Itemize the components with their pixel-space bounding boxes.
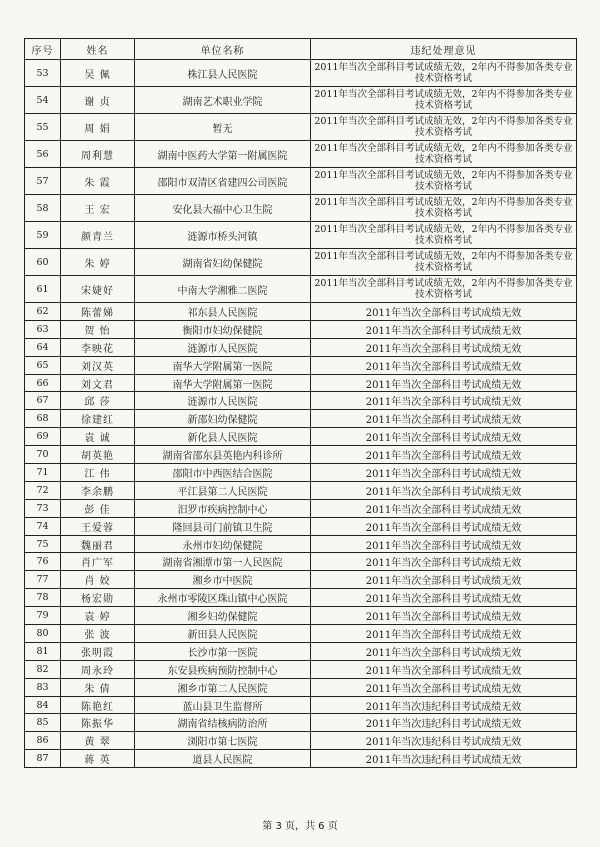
row-opinion: 2011年当次全部科目考试成绩无效，2年内不得参加各类专业技术资格考试 <box>311 195 577 222</box>
page-footer: 第 3 页，共 6 页 <box>262 821 338 832</box>
row-unit: 新邵妇幼保健院 <box>135 410 311 428</box>
row-number: 77 <box>25 571 61 589</box>
table-row <box>25 553 577 571</box>
row-name: 刘文君 <box>61 374 135 392</box>
table-row <box>25 374 577 392</box>
row-opinion: 2011年当次全部科目考试成绩无效 <box>311 642 577 660</box>
row-number: 86 <box>25 732 61 750</box>
row-unit: 南华大学附属第一医院 <box>135 356 311 374</box>
row-name: 朱 霞 <box>61 168 135 195</box>
table-row <box>25 607 577 625</box>
row-number: 55 <box>25 114 61 141</box>
row-opinion: 2011年当次全部科目考试成绩无效，2年内不得参加各类专业技术资格考试 <box>311 222 577 249</box>
row-unit: 湖南艺术职业学院 <box>135 87 311 114</box>
row-name: 吴 佩 <box>61 60 135 87</box>
row-number: 62 <box>25 303 61 321</box>
row-name: 刘汉英 <box>61 356 135 374</box>
row-number: 75 <box>25 535 61 553</box>
row-number: 69 <box>25 428 61 446</box>
row-unit: 涟源市人民医院 <box>135 338 311 356</box>
table-row <box>25 356 577 374</box>
row-opinion: 2011年当次全部科目考试成绩无效 <box>311 464 577 482</box>
table-row <box>25 87 577 114</box>
row-opinion: 2011年当次违纪科目考试成绩无效 <box>311 714 577 732</box>
table-row <box>25 481 577 499</box>
table-row <box>25 750 577 768</box>
row-name: 胡英艳 <box>61 446 135 464</box>
table-row <box>25 303 577 321</box>
table-row <box>25 696 577 714</box>
row-opinion: 2011年当次全部科目考试成绩无效，2年内不得参加各类专业技术资格考试 <box>311 87 577 114</box>
row-unit: 湘乡市中医院 <box>135 571 311 589</box>
header-no: 序号 <box>25 39 61 60</box>
row-number: 58 <box>25 195 61 222</box>
row-name: 陈蕾娣 <box>61 303 135 321</box>
row-opinion: 2011年当次全部科目考试成绩无效 <box>311 481 577 499</box>
row-opinion: 2011年当次全部科目考试成绩无效，2年内不得参加各类专业技术资格考试 <box>311 141 577 168</box>
row-unit: 湖南省湘潭市第一人民医院 <box>135 553 311 571</box>
row-number: 54 <box>25 87 61 114</box>
row-name: 黄 翠 <box>61 732 135 750</box>
row-name: 江 伟 <box>61 464 135 482</box>
row-number: 59 <box>25 222 61 249</box>
row-number: 61 <box>25 276 61 303</box>
table-row <box>25 114 577 141</box>
table-row <box>25 625 577 643</box>
row-opinion: 2011年当次全部科目考试成绩无效 <box>311 553 577 571</box>
row-unit: 道县人民医院 <box>135 750 311 768</box>
row-name: 蒋 英 <box>61 750 135 768</box>
table-body <box>25 60 577 768</box>
row-unit: 邵阳市双清区省建四公司医院 <box>135 168 311 195</box>
row-number: 64 <box>25 338 61 356</box>
row-opinion: 2011年当次全部科目考试成绩无效 <box>311 446 577 464</box>
table-row <box>25 276 577 303</box>
table-row <box>25 428 577 446</box>
table-row <box>25 714 577 732</box>
row-opinion: 2011年当次全部科目考试成绩无效 <box>311 607 577 625</box>
table-row <box>25 571 577 589</box>
row-opinion: 2011年当次全部科目考试成绩无效，2年内不得参加各类专业技术资格考试 <box>311 168 577 195</box>
table-header-row <box>25 39 577 60</box>
row-name: 颜青兰 <box>61 222 135 249</box>
table-row <box>25 338 577 356</box>
row-unit: 中南大学湘雅二医院 <box>135 276 311 303</box>
row-number: 67 <box>25 392 61 410</box>
row-number: 74 <box>25 517 61 535</box>
row-unit: 平江县第二人民医院 <box>135 481 311 499</box>
row-opinion: 2011年当次全部科目考试成绩无效 <box>311 589 577 607</box>
row-number: 78 <box>25 589 61 607</box>
row-unit: 长沙市第一医院 <box>135 642 311 660</box>
row-opinion: 2011年当次全部科目考试成绩无效 <box>311 428 577 446</box>
row-name: 陈艳红 <box>61 696 135 714</box>
row-number: 65 <box>25 356 61 374</box>
row-number: 53 <box>25 60 61 87</box>
row-name: 袁 婷 <box>61 607 135 625</box>
row-number: 73 <box>25 499 61 517</box>
row-name: 肖 姣 <box>61 571 135 589</box>
row-name: 魏丽君 <box>61 535 135 553</box>
row-opinion: 2011年当次全部科目考试成绩无效 <box>311 374 577 392</box>
row-unit: 湖南中医药大学第一附属医院 <box>135 141 311 168</box>
row-unit: 永州市妇幼保健院 <box>135 535 311 553</box>
row-name: 杨宏勋 <box>61 589 135 607</box>
table-row <box>25 589 577 607</box>
row-unit: 汨罗市疾病控制中心 <box>135 499 311 517</box>
row-opinion: 2011年当次全部科目考试成绩无效 <box>311 535 577 553</box>
row-number: 57 <box>25 168 61 195</box>
row-number: 71 <box>25 464 61 482</box>
row-opinion: 2011年当次全部科目考试成绩无效 <box>311 410 577 428</box>
table-row <box>25 446 577 464</box>
row-name: 王爱蓉 <box>61 517 135 535</box>
row-opinion: 2011年当次全部科目考试成绩无效，2年内不得参加各类专业技术资格考试 <box>311 276 577 303</box>
row-opinion: 2011年当次全部科目考试成绩无效 <box>311 320 577 338</box>
row-name: 朱 倩 <box>61 678 135 696</box>
row-name: 徐建红 <box>61 410 135 428</box>
row-unit: 衡阳市妇幼保健院 <box>135 320 311 338</box>
row-opinion: 2011年当次全部科目考试成绩无效 <box>311 338 577 356</box>
row-opinion: 2011年当次全部科目考试成绩无效，2年内不得参加各类专业技术资格考试 <box>311 114 577 141</box>
row-number: 82 <box>25 660 61 678</box>
table-row <box>25 464 577 482</box>
row-number: 66 <box>25 374 61 392</box>
row-name: 邱 莎 <box>61 392 135 410</box>
row-number: 72 <box>25 481 61 499</box>
row-unit: 邵阳市中西医结合医院 <box>135 464 311 482</box>
row-name: 张 波 <box>61 625 135 643</box>
row-opinion: 2011年当次全部科目考试成绩无效 <box>311 678 577 696</box>
row-unit: 湖南省妇幼保健院 <box>135 249 311 276</box>
row-opinion: 2011年当次全部科目考试成绩无效 <box>311 356 577 374</box>
row-number: 60 <box>25 249 61 276</box>
table-row <box>25 660 577 678</box>
row-name: 袁 诚 <box>61 428 135 446</box>
table-row <box>25 320 577 338</box>
row-number: 56 <box>25 141 61 168</box>
table-row <box>25 517 577 535</box>
row-opinion: 2011年当次全部科目考试成绩无效 <box>311 625 577 643</box>
row-number: 76 <box>25 553 61 571</box>
row-number: 84 <box>25 696 61 714</box>
row-unit: 东安县疾病预防控制中心 <box>135 660 311 678</box>
table-row <box>25 222 577 249</box>
row-unit: 新田县人民医院 <box>135 625 311 643</box>
row-opinion: 2011年当次全部科目考试成绩无效 <box>311 303 577 321</box>
row-name: 贺 怡 <box>61 320 135 338</box>
row-name: 周永玲 <box>61 660 135 678</box>
row-opinion: 2011年当次违纪科目考试成绩无效 <box>311 750 577 768</box>
row-number: 87 <box>25 750 61 768</box>
row-name: 宋婕好 <box>61 276 135 303</box>
row-name: 谢 贞 <box>61 87 135 114</box>
table-row <box>25 392 577 410</box>
row-name: 朱 婷 <box>61 249 135 276</box>
row-number: 70 <box>25 446 61 464</box>
row-number: 63 <box>25 320 61 338</box>
row-name: 李余鹏 <box>61 481 135 499</box>
row-opinion: 2011年当次全部科目考试成绩无效 <box>311 499 577 517</box>
violation-table <box>24 38 577 768</box>
header-name: 姓名 <box>61 39 135 60</box>
table-row <box>25 249 577 276</box>
row-name: 周利慧 <box>61 141 135 168</box>
row-unit: 湘乡妇幼保健院 <box>135 607 311 625</box>
table-row <box>25 168 577 195</box>
table-row <box>25 195 577 222</box>
row-opinion: 2011年当次全部科目考试成绩无效，2年内不得参加各类专业技术资格考试 <box>311 60 577 87</box>
table-row <box>25 499 577 517</box>
table-row <box>25 642 577 660</box>
row-unit: 隆回县司门前镇卫生院 <box>135 517 311 535</box>
row-unit: 浏阳市第七医院 <box>135 732 311 750</box>
row-name: 李映花 <box>61 338 135 356</box>
row-number: 85 <box>25 714 61 732</box>
table-row <box>25 678 577 696</box>
row-opinion: 2011年当次全部科目考试成绩无效 <box>311 571 577 589</box>
table-row <box>25 732 577 750</box>
header-opinion: 违纪处理意见 <box>311 39 577 60</box>
row-unit: 蓝山县卫生监督所 <box>135 696 311 714</box>
row-unit: 新化县人民医院 <box>135 428 311 446</box>
row-unit: 涟源市人民医院 <box>135 392 311 410</box>
row-name: 王 宏 <box>61 195 135 222</box>
row-unit: 安化县大福中心卫生院 <box>135 195 311 222</box>
row-number: 81 <box>25 642 61 660</box>
row-name: 彭 佳 <box>61 499 135 517</box>
row-unit: 湘乡市第二人民医院 <box>135 678 311 696</box>
table-row <box>25 60 577 87</box>
row-opinion: 2011年当次全部科目考试成绩无效，2年内不得参加各类专业技术资格考试 <box>311 249 577 276</box>
row-unit: 永州市零陵区珠山镇中心医院 <box>135 589 311 607</box>
row-unit: 祁东县人民医院 <box>135 303 311 321</box>
row-opinion: 2011年当次违纪科目考试成绩无效 <box>311 732 577 750</box>
row-unit: 涟源市桥头河镇 <box>135 222 311 249</box>
row-opinion: 2011年当次全部科目考试成绩无效 <box>311 392 577 410</box>
row-name: 肖广军 <box>61 553 135 571</box>
row-opinion: 2011年当次全部科目考试成绩无效 <box>311 660 577 678</box>
row-number: 83 <box>25 678 61 696</box>
row-opinion: 2011年当次违纪科目考试成绩无效 <box>311 696 577 714</box>
table-row <box>25 535 577 553</box>
table-row <box>25 410 577 428</box>
row-name: 张明霞 <box>61 642 135 660</box>
row-number: 68 <box>25 410 61 428</box>
row-unit: 南华大学附属第一医院 <box>135 374 311 392</box>
row-unit: 暂无 <box>135 114 311 141</box>
row-name: 陈振华 <box>61 714 135 732</box>
row-number: 80 <box>25 625 61 643</box>
row-unit: 湖南省邵东县英艳内科诊所 <box>135 446 311 464</box>
row-name: 周 娟 <box>61 114 135 141</box>
row-number: 79 <box>25 607 61 625</box>
header-unit: 单位名称 <box>135 39 311 60</box>
row-opinion: 2011年当次全部科目考试成绩无效 <box>311 517 577 535</box>
table-row <box>25 141 577 168</box>
row-unit: 湖南省结核病防治所 <box>135 714 311 732</box>
row-unit: 株江县人民医院 <box>135 60 311 87</box>
